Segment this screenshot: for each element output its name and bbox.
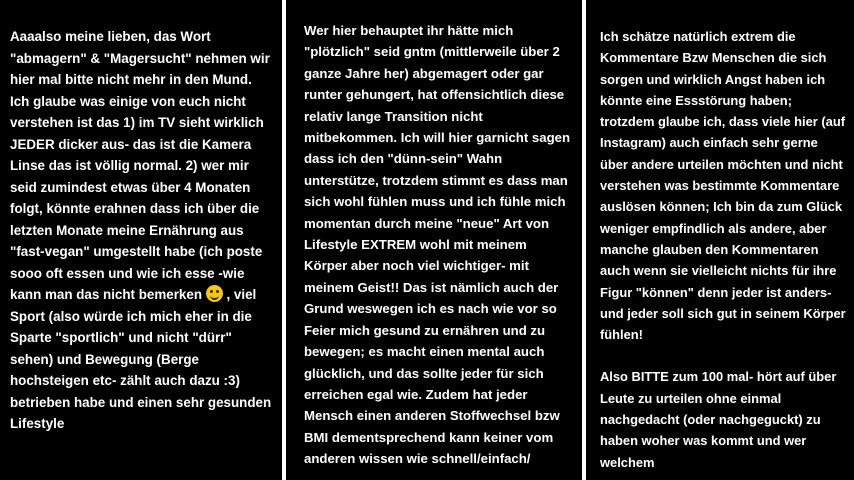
story-text-right-paragraph-1: Ich schätze natürlich extrem die Kommentare Bzw Menschen die sich sorgen und wirklich Angst haben ich könnte eine Essstörung haben; trotzdem glaube ich, dass viele hier (auf Instagram) auch einfach sehr gerne über andere urteilen möchten und nicht verstehen was bestimmte Kommentare auslösen können; Ich bin da zum Glück weniger empfindlich als andere, aber manche glauben den Kommentaren auch wenn sie vielleicht nichts für ihre Figur "können" denn jeder ist anders- und jeder soll sich gut in seinem Körper fühlen! — [600, 29, 846, 343]
story-panel-left — [0, 0, 282, 480]
story-panel-right — [586, 0, 854, 480]
story-text-right-paragraph-2: Also BITTE zum 100 mal- hört auf über Leute zu urteilen ohne einmal nachgedacht (oder nachgeguckt) zu haben woher was kommt und wer welchem — [600, 369, 837, 470]
grinning-sweat-emoji-icon — [206, 285, 223, 302]
story-text-left — [10, 26, 272, 435]
story-text-middle: Wer hier behauptet ihr hätte mich "plötzlich" seid gntm (mittlerweile über 2 ganze Jahre her) abgemagert oder gar runter gehungert, hat offensichtlich diese relativ lange Transition nicht mitbekommen. Ich will hier garnicht sagen dass ich den "dünn-sein" Wahn unterstütze, trotzdem stimmt es dass man sich wohl fühlen muss und ich fühle mich momentan durch meine "neue" Art von Lifestyle EXTREM wohl mit meinem Körper aber noch viel wichtiger- mit meinem Geist!! Das ist nämlich auch der Grund weswegen ich es nach wie vor so Feier mich gesund zu ernähren und zu bewegen; es macht einen mental auch glücklich, und das sollte jeder für sich erreichen egal wie. Zudem hat jeder Mensch einen anderen Stoffwechsel bzw BMI dementsprechend kann keiner vom anderen wissen wie schnell/einfach/ — [304, 23, 571, 467]
story-panel-middle — [286, 0, 582, 480]
story-text-left-part-b: , viel Sport (also würde ich mich eher in die Sparte "sportlich" und nicht "dürr" sehen) und Bewegung (Berge hochsteigen etc- zählt auch dazu :3) betrieben habe und einen sehr gesunden Lifestyle — [10, 287, 272, 431]
story-text-left-part-a: Aaaalso meine lieben, das Wort "abmagern" & "Magersucht" nehmen wir hier mal bitte nicht mehr in den Mund. Ich glaube was einige von euch nicht verstehen ist das 1) im TV sieht wirklich JEDER dicker aus- das ist die Kamera Linse das ist völlig normal. 2) wer mir seid zumindest etwas über 4 Monaten folgt, könnte erahnen dass ich über die letzten Monate meine Ernährung aus "fast-vegan" umgestellt habe (ich poste sooo oft essen und wie ich esse -wie kann man das nicht bemerken — [10, 29, 270, 302]
